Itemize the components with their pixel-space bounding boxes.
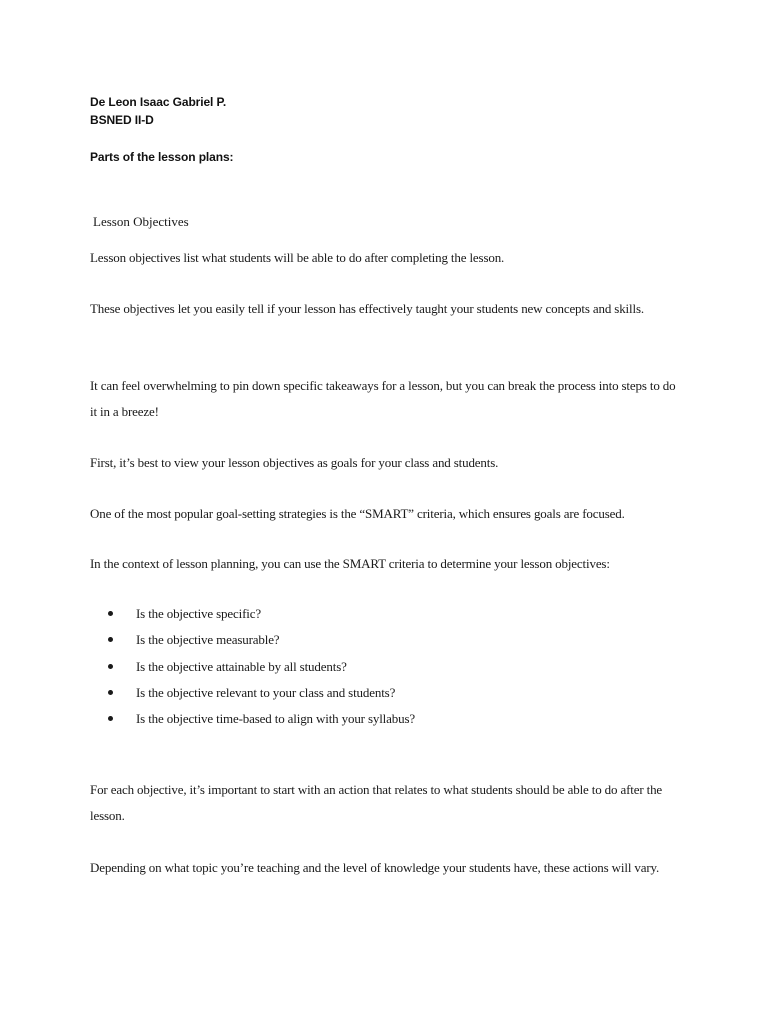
paragraph: Depending on what topic you’re teaching and the level of knowledge your students have, these actions will vary.: [90, 860, 660, 875]
list-item-text: Is the objective relevant to your class and students?: [136, 684, 396, 700]
list-item-text: Is the objective measurable?: [136, 632, 280, 648]
paragraph: For each objective, it’s important to start with an action that relates to what students should be able to do after the lesson.: [90, 782, 663, 823]
paragraph: First, it’s best to view your lesson objectives as goals for your class and students.: [90, 455, 499, 470]
course-section: BSNED II-D: [90, 113, 154, 127]
section-heading: Lesson Objectives: [93, 214, 189, 229]
bullet-icon: [108, 716, 113, 721]
paragraph: These objectives let you easily tell if your lesson has effectively taught your students new concepts and skills.: [90, 301, 644, 316]
author-name: De Leon Isaac Gabriel P.: [90, 95, 227, 109]
paragraph: One of the most popular goal-setting strategies is the “SMART” criteria, which ensures goals are focused.: [90, 506, 625, 521]
list-item-text: Is the objective attainable by all students?: [136, 658, 347, 674]
paragraph: In the context of lesson planning, you can use the SMART criteria to determine your lesson objectives:: [90, 556, 610, 571]
paragraph: It can feel overwhelming to pin down specific takeaways for a lesson, but you can break the process into steps to do it in a breeze!: [90, 378, 676, 419]
bullet-icon: [108, 637, 113, 642]
document-topic: Parts of the lesson plans:: [90, 150, 234, 164]
bullet-icon: [108, 611, 113, 616]
list-item-text: Is the objective time-based to align with your syllabus?: [136, 711, 415, 727]
list-item-text: Is the objective specific?: [136, 606, 261, 621]
bullet-icon: [108, 690, 113, 695]
bullet-icon: [108, 664, 113, 669]
paragraph: Lesson objectives list what students will be able to do after completing the lesson.: [90, 250, 505, 265]
